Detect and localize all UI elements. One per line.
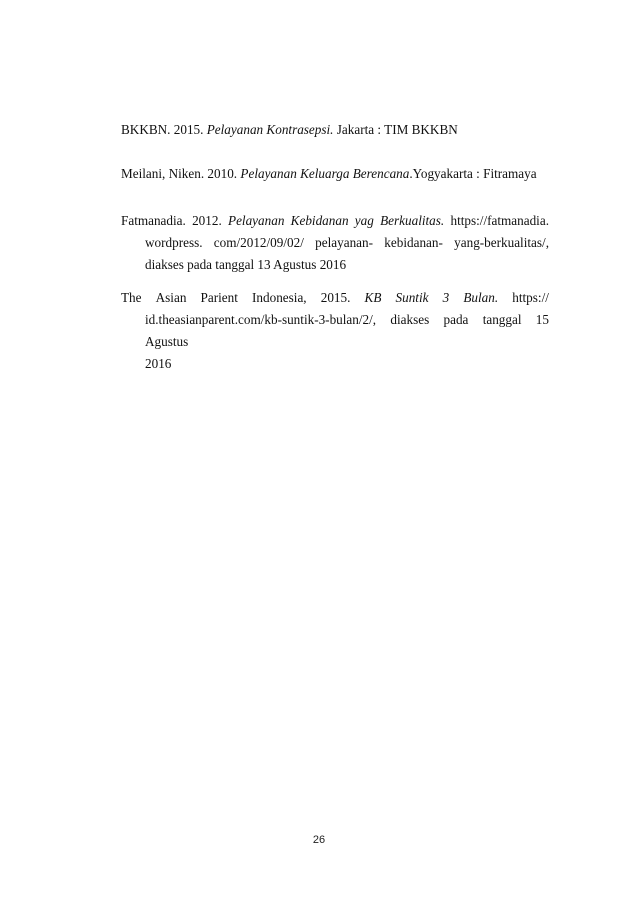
reference-title: KB — [364, 290, 382, 305]
reference-title: Pelayanan Kebidanan yag Berkualitas. — [228, 213, 445, 228]
reference-author-year: Fatmanadia. 2012. — [121, 213, 229, 228]
reference-author-year: BKKBN. 2015. — [121, 122, 207, 137]
reference-source-url: https:// — [512, 290, 549, 305]
reference-entry — [121, 210, 549, 276]
reference-source-url: https://fatmanadia. wordpress. com/2012/09/02/ pelayanan- kebidanan- yang-berkualitas/, diakses pada tanggal 13 Agustus 2016 — [145, 213, 549, 272]
reference-author-year: Meilani, Niken. 2010. — [121, 166, 241, 181]
reference-title: Suntik — [395, 290, 429, 305]
reference-access-year: 2016 — [145, 356, 172, 371]
reference-publisher: .Yogyakarta : Fitramaya — [409, 166, 537, 181]
reference-entry — [121, 287, 549, 375]
reference-first-line: The Asian Parient Indonesia, 2015. KB Suntik 3 Bulan. https:// — [121, 287, 549, 309]
page-number: 26 — [312, 834, 326, 846]
reference-title: Bulan. — [463, 290, 499, 305]
reference-title: Pelayanan Keluarga Berencana — [240, 166, 410, 181]
reference-entry — [121, 119, 549, 141]
reference-list — [121, 119, 549, 375]
reference-title: Pelayanan Kontrasepsi. — [206, 122, 334, 137]
reference-source-url: id.theasianparent.com/kb-suntik-3-bulan/2/, diakses pada tanggal 15 Agustus — [145, 312, 549, 349]
reference-entry — [121, 163, 549, 185]
reference-title: 3 — [442, 290, 450, 305]
reference-publisher: Jakarta : TIM BKKBN — [333, 122, 458, 137]
